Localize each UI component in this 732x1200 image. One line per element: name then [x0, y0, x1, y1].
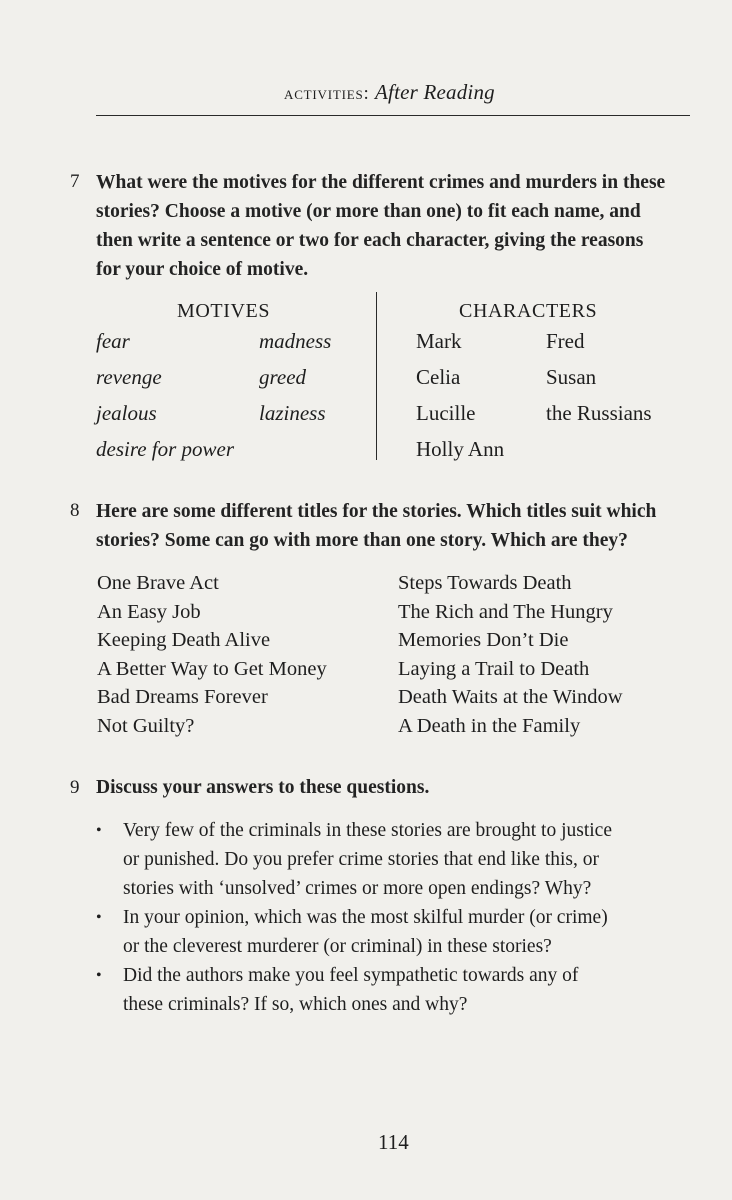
bullet-line: stories with ‘unsolved’ crimes or more open endings? Why? [123, 878, 592, 899]
column-divider [376, 292, 377, 460]
character-item: the Russians [546, 401, 652, 425]
motive-item: fear [96, 329, 130, 353]
bullet-dot: • [96, 822, 102, 839]
header-title: After Reading [375, 80, 495, 104]
question-7-line: for your choice of motive. [96, 259, 309, 280]
motive-item: revenge [96, 365, 162, 389]
header-prefix: activities: [284, 83, 370, 104]
bullet-line: or punished. Do you prefer crime stories that end like this, or [123, 849, 600, 870]
question-9-number: 9 [70, 777, 80, 798]
character-item: Celia [416, 365, 461, 389]
story-title: A Death in the Family [398, 714, 581, 737]
motive-item: jealous [96, 401, 157, 425]
question-8-line: stories? Some can go with more than one story. Which are they? [96, 530, 628, 551]
story-title: Not Guilty? [97, 714, 195, 737]
motive-item: desire for power [96, 437, 235, 461]
story-title: Steps Towards Death [398, 572, 572, 594]
characters-heading: CHARACTERS [459, 300, 598, 322]
character-item: Mark [416, 329, 462, 353]
motive-item: madness [259, 329, 332, 353]
motive-item: greed [259, 365, 307, 389]
titles-right-column [398, 569, 623, 741]
bullet-line: Did the authors make you feel sympathetic towards any of [123, 965, 579, 986]
bullet-line: In your opinion, which was the most skilful murder (or crime) [123, 907, 608, 928]
running-header [284, 80, 495, 105]
question-8-line: Here are some different titles for the stories. Which titles suit which [96, 501, 657, 522]
titles-left-column [97, 569, 327, 741]
bullet-line: or the cleverest murderer (or criminal) in these stories? [123, 936, 552, 957]
story-title: A Better Way to Get Money [97, 657, 327, 680]
story-title: An Easy Job [97, 600, 201, 623]
story-title: Keeping Death Alive [97, 629, 271, 652]
question-7-line: What were the motives for the different crimes and murders in these [96, 172, 666, 193]
character-item: Susan [546, 365, 597, 389]
question-9-text: Discuss your answers to these questions. [96, 777, 430, 798]
page-number: 114 [378, 1130, 409, 1154]
story-title: Bad Dreams Forever [97, 686, 268, 709]
bullet-dot: • [96, 967, 102, 984]
story-title: One Brave Act [97, 572, 219, 594]
question-8-text [96, 497, 696, 555]
character-item: Lucille [416, 401, 476, 425]
question-8-number: 8 [70, 500, 80, 521]
bullet-line: these criminals? If so, which ones and why? [123, 994, 468, 1015]
character-item: Fred [546, 329, 585, 353]
story-title: Memories Don’t Die [398, 629, 569, 652]
bullet-dot: • [96, 909, 102, 926]
motives-heading: MOTIVES [177, 300, 271, 322]
question-7-number: 7 [70, 171, 80, 192]
bullet-line: Very few of the criminals in these stories are brought to justice [123, 820, 612, 841]
header-rule [96, 115, 690, 116]
question-7-text [96, 168, 696, 284]
story-title: Death Waits at the Window [398, 686, 623, 709]
question-7-line: stories? Choose a motive (or more than one) to fit each name, and [96, 201, 641, 222]
story-title: The Rich and The Hungry [398, 600, 613, 623]
story-title: Laying a Trail to Death [398, 657, 590, 680]
question-7-line: then write a sentence or two for each character, giving the reasons [96, 230, 644, 251]
motive-item: laziness [259, 401, 326, 425]
character-item: Holly Ann [416, 437, 505, 461]
